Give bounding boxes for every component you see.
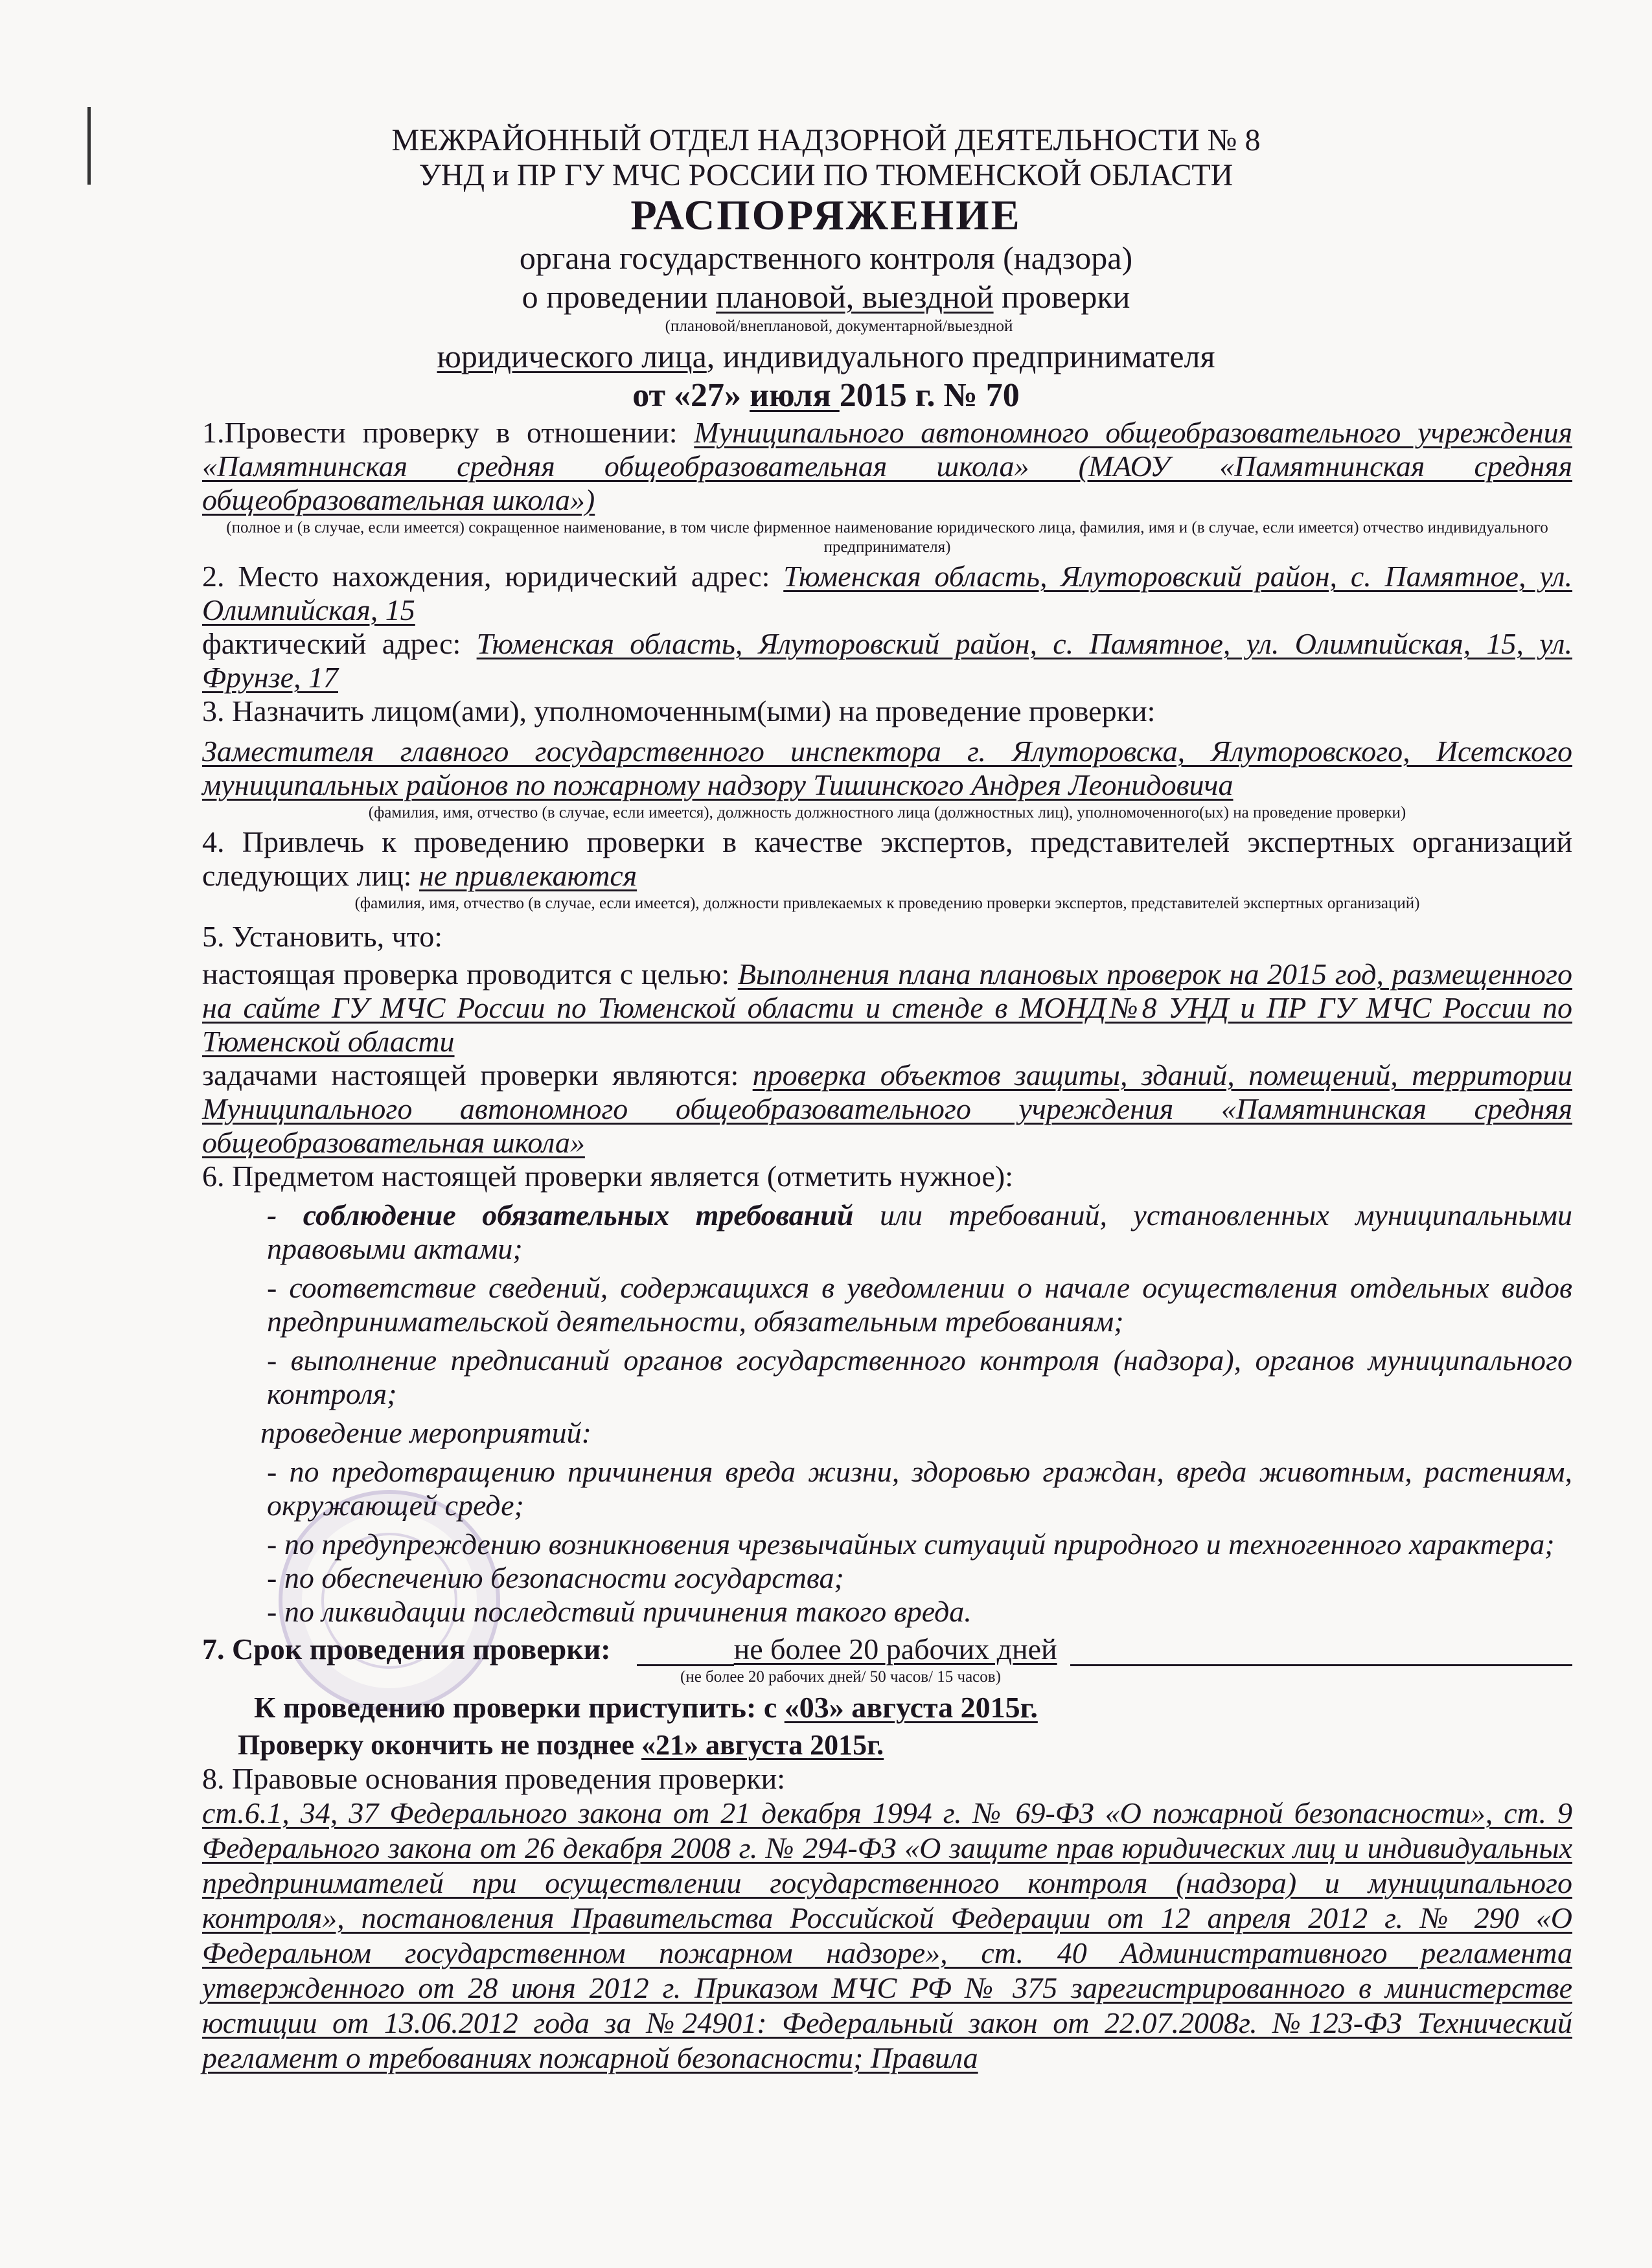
subject-underlined: юридического лица (437, 338, 707, 374)
subtitle-2-suffix: проверки (993, 279, 1130, 315)
subtitle-2 (0, 277, 1652, 316)
s8-label: 8. Правовые основания проведения проверки: (202, 1762, 786, 1795)
document-page (0, 123, 1652, 2076)
section-6-items (202, 1198, 1572, 1629)
s7-end-label: Проверку окончить не позднее (238, 1729, 642, 1761)
s1-label: 1.Провести проверку в отношении: (202, 416, 694, 449)
section-2-fact (202, 627, 1572, 694)
inspection-type-note: (плановой/внеплановой, документарной/выездной (665, 317, 1013, 335)
s3-note: (фамилия, имя, отчество (в случае, если имеется), должность должностного лица (должностных лиц), уполномоченного(ых) на проведение проверки) (368, 804, 1406, 821)
s6-item-3: - выполнение предписаний органов государственного контроля (надзора), органов муниципального контроля; (267, 1344, 1572, 1410)
s5-purpose-value: Выполнения плана плановых проверок на 2015 год, размещенного на сайте ГУ МЧС России по Тюменской области и стенде в МОНД№8 УНД и ПР ГУ МЧС России по Тюменской области (202, 957, 1572, 1058)
s7-start-value: «03» августа 2015г. (784, 1691, 1038, 1724)
s2-label: 2. Место нахождения, юридический адрес: (202, 560, 784, 593)
s3-label: 3. Назначить лицом(ами), уполномоченным(ыми) на проведение проверки: (202, 694, 1156, 727)
s7-end (202, 1728, 1572, 1762)
document-date-number (0, 376, 1652, 416)
s5-purpose-label: настоящая проверка проводится с целью: (202, 957, 738, 991)
s5-tasks-label: задачами настоящей проверки являются: (202, 1059, 753, 1092)
date-prefix: от «27» (632, 377, 750, 414)
s6-item-1-rest: или требований, установленных муниципальными правовыми актами; (267, 1198, 1572, 1265)
s6-item-1-bold: - соблюдение обязательных требований (267, 1198, 854, 1231)
subject-rest: , индивидуального предпринимателя (706, 338, 1215, 374)
s7-start (202, 1691, 1572, 1724)
s6-item-5: - по предотвращению причинения вреда жизни, здоровью граждан, вреда животным, растениям, окружающей среде; (267, 1455, 1572, 1522)
org-line-1: МЕЖРАЙОННЫЙ ОТДЕЛ НАДЗОРНОЙ ДЕЯТЕЛЬНОСТИ № 8 (391, 123, 1261, 157)
s7-label: 7. Срок проведения проверки: (202, 1632, 611, 1666)
org-line-2: УНД и ПР ГУ МЧС РОССИИ ПО ТЮМЕНСКОЙ ОБЛАСТИ (419, 158, 1233, 192)
s5-tasks-value: проверка объектов защиты, зданий, помещений, территории Муниципального автономного общеобразовательного учреждения «Памятнинская средняя общеобразовательная школа» (202, 1059, 1572, 1159)
section-5-purpose (202, 957, 1572, 1059)
section-1 (202, 416, 1572, 517)
section-3-value (202, 735, 1572, 802)
s5-label: 5. Установить, что: (202, 920, 442, 953)
s6-item-4: проведение мероприятий: (260, 1416, 591, 1449)
subtitle-1: органа государственного контроля (надзора) (519, 240, 1133, 276)
s7-start-label: К проведению проверки приступить: с (254, 1691, 785, 1724)
document-title: РАСПОРЯЖЕНИЕ (630, 192, 1022, 239)
s6-label: 6. Предметом настоящей проверки является (отметить нужное): (202, 1160, 1013, 1193)
s6-item-7: - по обеспечению безопасности государства; (267, 1561, 844, 1594)
s7-value: не более 20 рабочих дней (733, 1632, 1057, 1666)
s4-value: не привлекаются (419, 859, 637, 892)
date-suffix: 2015 г. № 70 (839, 377, 1020, 414)
s6-item-2: - соответствие сведений, содержащихся в уведомлении о начале осуществления отдельных видов предпринимательской деятельности, обязательным требованиям; (267, 1271, 1572, 1338)
s1-note: (полное и (в случае, если имеется) сокращенное наименование, в том числе фирменное наименование юридического лица, фамилия, имя и (в случае, если имеется) отчество индивидуального предпринимателя) (226, 519, 1548, 556)
inspection-type: плановой, выездной (716, 279, 994, 315)
s7-blank-left (637, 1634, 734, 1666)
s4-note: (фамилия, имя, отчество (в случае, если имеется), должности привлекаемых к проведению проверки экспертов, представителей экспертных организаций) (354, 895, 1420, 912)
s8-value: ст.6.1, 34, 37 Федерального закона от 21 декабря 1994 г. № 69-ФЗ «О пожарной безопасности», ст. 9 Федерального закона от 26 декабря 2008 г. № 294-ФЗ «О защите прав юридических лиц и индивидуальных предпринимателей при осуществлении государственного контроля (надзора) и муниципального контроля», постановления Правительства Российской Федерации от 12 апреля 2012 г. № 290 «О Федеральном государственном пожарном надзоре», ст. 40 Административного регламента утвержденного от 28 июня 2012 г. Приказом МЧС РФ № 375 зарегистрированного в министерстве юстиции от 13.06.2012 года за №24901: Федеральный закон от 22.07.2008г. №123-ФЗ Технический регламент о требованиях пожарной безопасности; Правила (202, 1796, 1572, 2074)
s3-value: Заместителя главного государственного инспектора г. Ялуторовска, Ялуторовского, Исетского муниципальных районов по пожарному надзору Тишинского Андрея Леонидовича (202, 735, 1572, 801)
section-8-value (202, 1796, 1572, 2076)
subject-line (0, 337, 1652, 376)
s6-item-6: - по предупреждению возникновения чрезвычайных ситуаций природного и техногенного характера; (267, 1528, 1555, 1561)
s2-value: Тюменская область, Ялуторовский район, с. Памятное, ул. Олимпийская, 15 (202, 560, 1573, 626)
s2-fact-label: фактический адрес: (202, 627, 477, 660)
s7-note: (не более 20 рабочих дней/ 50 часов/ 15 часов) (680, 1668, 1001, 1686)
s7-blank-right (1070, 1634, 1572, 1666)
s6-item-1 (202, 1198, 1572, 1266)
section-5-tasks (202, 1059, 1572, 1160)
section-7 (202, 1632, 1572, 1666)
section-2 (202, 560, 1572, 627)
date-month: июля (750, 377, 840, 414)
s6-item-8: - по ликвидации последствий причинения такого вреда. (267, 1595, 972, 1628)
s7-end-value: «21» августа 2015г. (641, 1729, 884, 1761)
section-4 (202, 825, 1572, 893)
s1-value: Муниципального автономного общеобразовательного учреждения «Памятнинская средняя общеобразовательная школа» (МАОУ «Памятнинская средняя общеобразовательная школа») (202, 416, 1572, 516)
subtitle-2-prefix: о проведении (522, 279, 717, 315)
s4-label: 4. Привлечь к проведению проверки в качестве экспертов, представителей экспертных организаций следующих лиц: (202, 825, 1572, 892)
header-org (0, 123, 1652, 193)
s2-fact-value: Тюменская область, Ялуторовский район, с. Памятное, ул. Олимпийская, 15, ул. Фрунзе, 17 (202, 627, 1572, 694)
